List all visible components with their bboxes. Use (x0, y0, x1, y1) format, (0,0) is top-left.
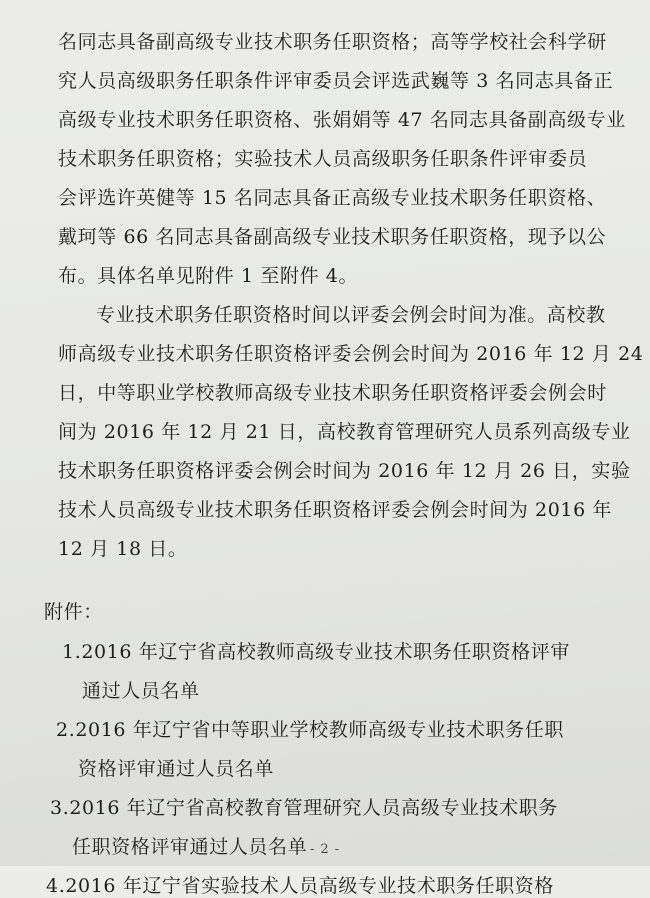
paragraph2-line: 12 月 18 日。 (58, 538, 188, 560)
paragraph2-line: 技术职务任职资格评委会例会时间为 2016 年 12 月 26 日，实验 (58, 460, 631, 482)
paragraph1-line: 名同志具备副高级专业技术职务任职资格；高等学校社会科学研 (58, 31, 607, 53)
paragraph1-line: 高级专业技术职务任职资格、张娟娟等 47 名同志具备副高级专业 (58, 109, 626, 131)
attachments-heading: 附件： (44, 601, 103, 623)
paragraph1-line: 技术职务任职资格；实验技术人员高级职务任职条件评审委员 (58, 148, 588, 170)
paragraph1-line: 究人员高级职务任职条件评审委员会评选武巍等 3 名同志具备正 (58, 70, 614, 92)
paragraph1-line: 布。具体名单见附件 1 至附件 4。 (58, 265, 359, 287)
paragraph1-line: 会评选许英健等 15 名同志具备正高级专业技术职务任职资格、 (58, 187, 607, 209)
attachment-item: 2.2016 年辽宁省中等职业学校教师高级专业技术职务任职 (56, 719, 564, 741)
attachment-item: 4.2016 年辽宁省实验技术人员高级专业技术职务任职资格 (46, 875, 554, 897)
paragraph2-line: 专业技术职务任职资格时间以评委会例会时间为准。高校教 (96, 304, 606, 326)
paragraph2-line: 间为 2016 年 12 月 21 日，高校教育管理研究人员系列高级专业 (58, 421, 631, 443)
attachment-item: 3.2016 年辽宁省高校教育管理研究人员高级专业技术职务 (50, 797, 558, 819)
page-number: - 2 - (309, 842, 341, 857)
paragraph1-line: 戴珂等 66 名同志具备副高级专业技术职务任职资格，现予以公 (58, 226, 607, 248)
paragraph2-line: 技术人员高级专业技术职务任职资格评委会例会时间为 2016 年 (58, 499, 613, 521)
attachment-item-continuation: 通过人员名单 (82, 680, 200, 702)
attachment-item-continuation: 资格评审通过人员名单 (78, 758, 275, 780)
paragraph2-line: 日，中等职业学校教师高级专业技术职务任职资格评委会例会时 (58, 382, 607, 404)
attachment-item-continuation: 任职资格评审通过人员名单 (72, 836, 308, 858)
attachment-item: 1.2016 年辽宁省高校教师高级专业技术职务任职资格评审 (62, 641, 570, 663)
paragraph2-line: 师高级专业技术职务任职资格评委会例会时间为 2016 年 12 月 24 (58, 343, 644, 365)
